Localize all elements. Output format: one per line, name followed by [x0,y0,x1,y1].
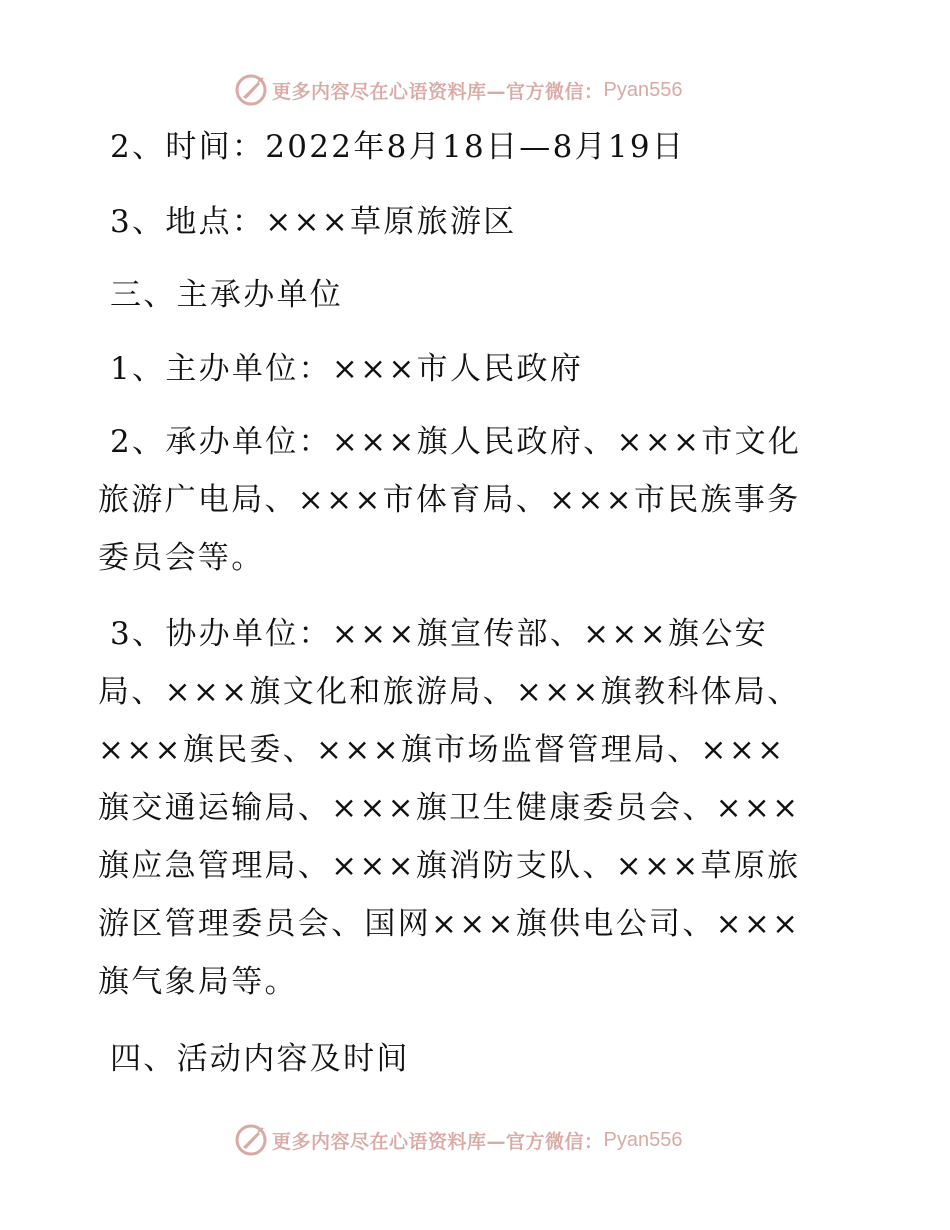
text-line: 3、协办单位：×××旗宣传部、×××旗公安 [110,616,768,652]
text-line: 旗气象局等。 [98,964,298,1000]
text-line: 游区管理委员会、国网×××旗供电公司、××× [98,906,801,942]
watermark-wechat-id: Pyan556 [603,1128,683,1151]
event-time-line [98,118,870,176]
text-line: 局、×××旗文化和旅游局、×××旗教科体局、 [98,674,801,710]
watermark-text: 更多内容尽在心语资料库—官方微信： [272,1130,604,1153]
watermark-header [234,72,682,108]
text-line: ×××旗民委、×××旗市场监督管理局、××× [98,732,786,768]
cooperator-paragraph [98,605,858,1011]
host-unit-line [98,340,870,398]
quill-logo-icon [234,1123,268,1157]
section-heading-activities [98,1030,870,1088]
text-line: 2、时间：2022年8月18日—8月19日 [110,129,686,165]
quill-logo-icon [234,73,268,107]
watermark-footer [234,1122,682,1158]
text-line: 旗应急管理局、×××旗消防支队、×××草原旅 [98,848,801,884]
section-heading-organizers [98,266,870,324]
text-line: 2、承办单位：×××旗人民政府、×××市文化 [110,424,802,460]
watermark-wechat-id: Pyan556 [603,78,683,101]
text-line: 1、主办单位：×××市人民政府 [110,351,584,387]
event-place-line [98,193,870,251]
text-line: 旗交通运输局、×××旗卫生健康委员会、××× [98,790,801,826]
text-line: 3、地点：×××草原旅游区 [110,204,517,240]
text-line: 旅游广电局、×××市体育局、×××市民族事务 [98,482,801,518]
watermark-text: 更多内容尽在心语资料库—官方微信： [272,80,604,103]
organizer-paragraph [98,413,858,587]
heading-text: 三、主承办单位 [110,277,344,313]
text-line: 委员会等。 [98,540,265,576]
heading-text: 四、活动内容及时间 [110,1041,410,1077]
